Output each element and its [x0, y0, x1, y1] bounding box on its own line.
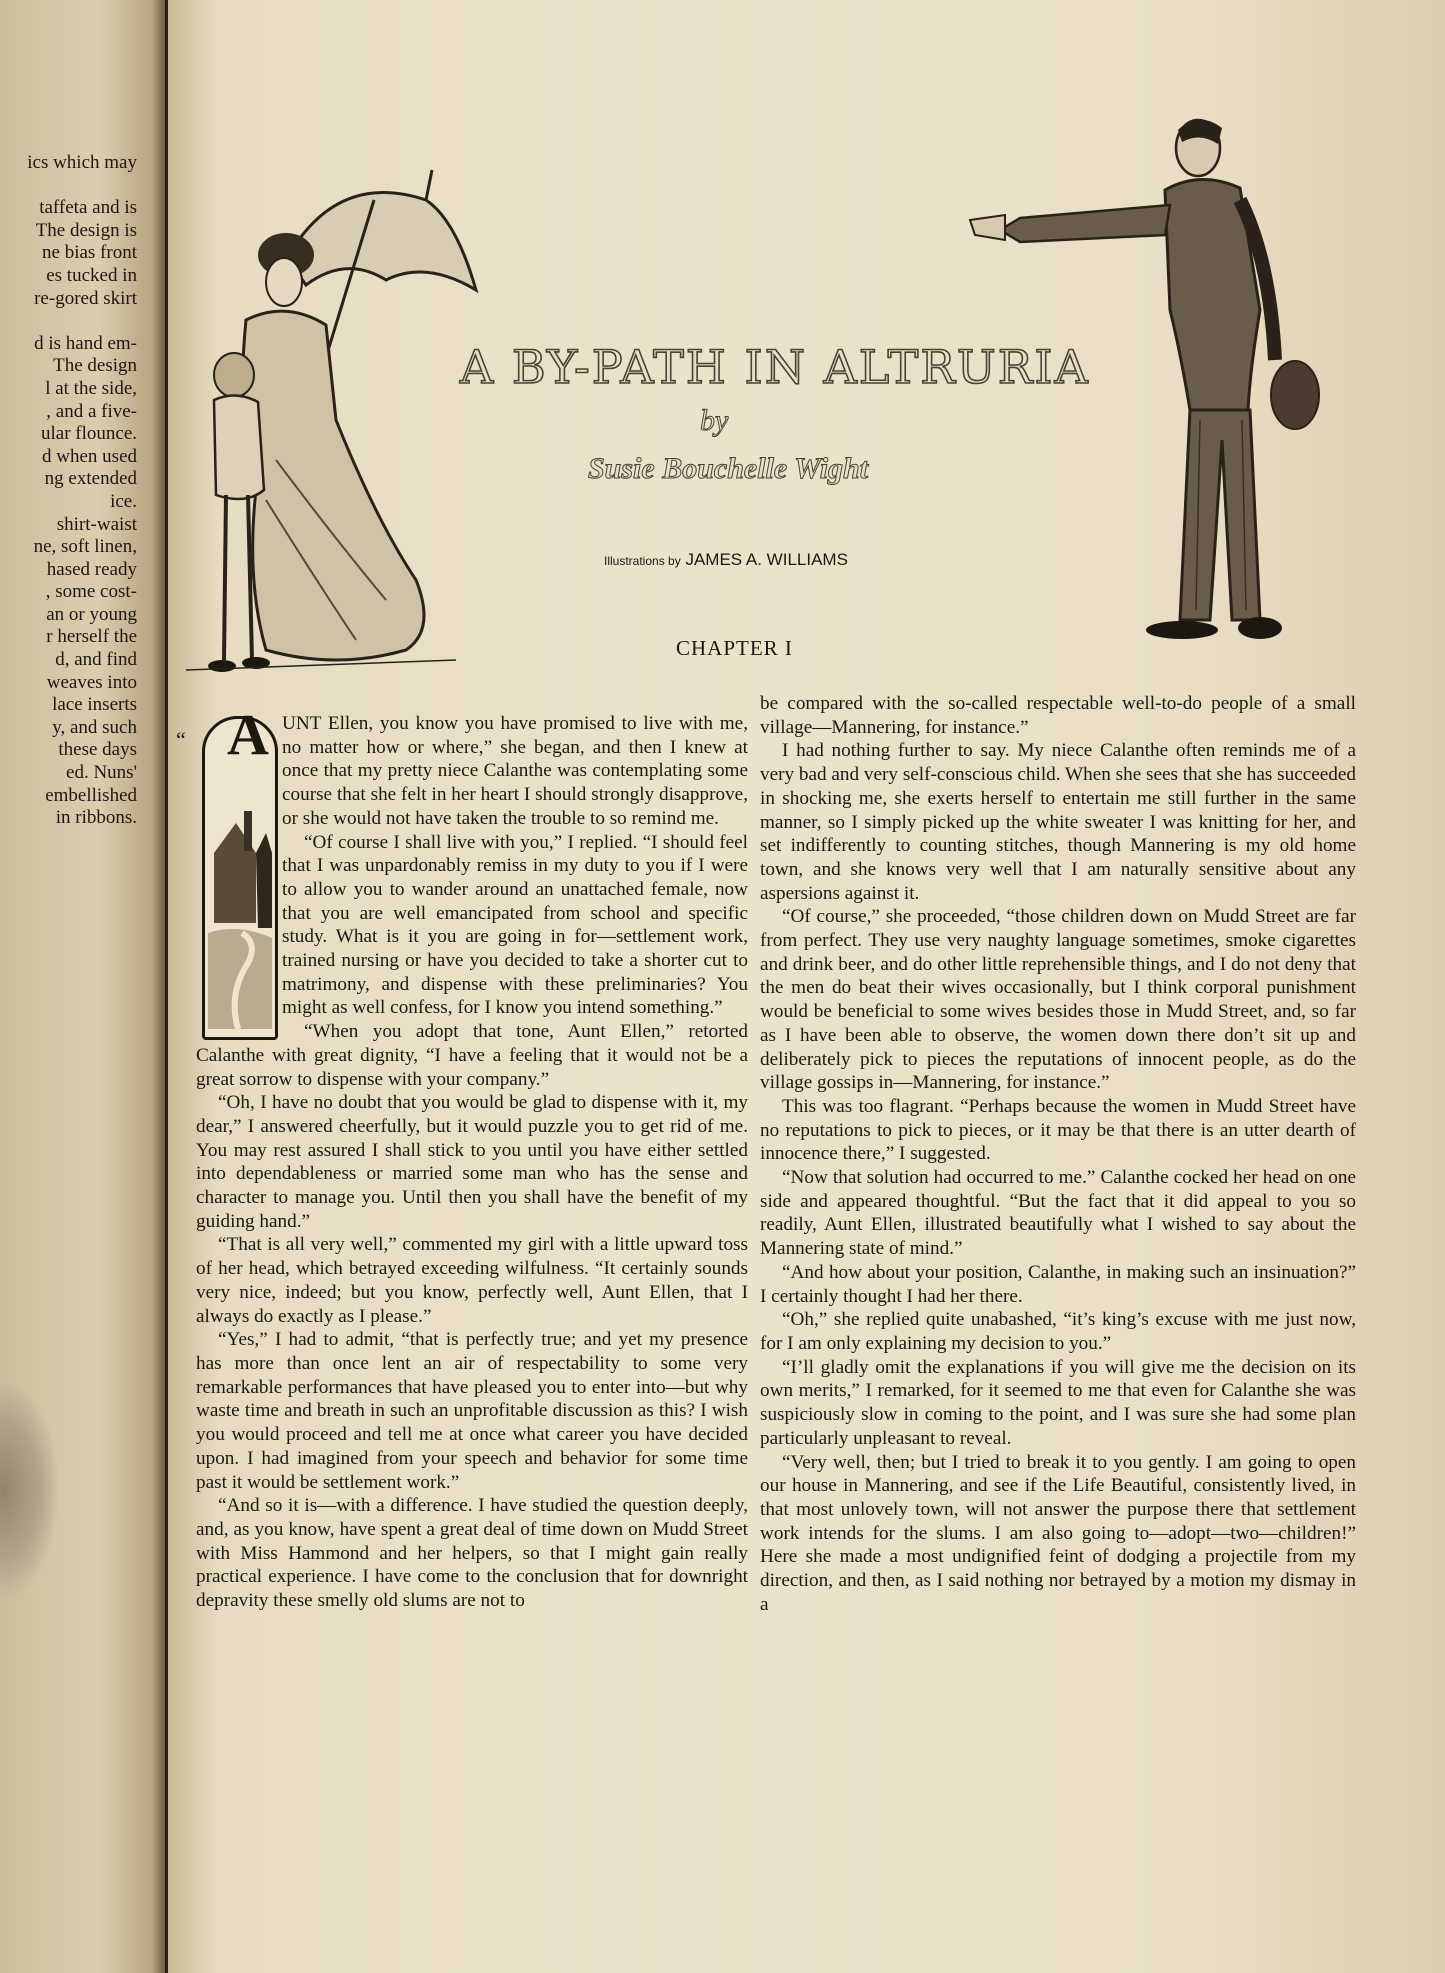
author-name: Susie Bouchelle Wight: [588, 452, 869, 485]
left-page-line: d is hand em-: [34, 332, 137, 354]
left-page-line: shirt-waist: [56, 513, 137, 535]
drop-cap-landscape: [208, 793, 272, 1029]
left-page-line: es tucked in: [46, 264, 137, 286]
article-paragraph: “Now that solution had occurred to me.” Calanthe cocked her head on one side and appeared thoughtful. “But the fact that it did appeal to you so readily, Aunt Ellen, illustrated beautifully what I wished to say about the Mannering state of mind.”: [760, 1167, 1356, 1260]
article-paragraph: “Very well, then; but I tried to break it to you gently. I am going to open our house in Mannering, and see if the Life Beautiful, consistently lived, in that most unlovely town, will not answer the purpose there that settlement work intends for the slums. I am also going to—adopt—two—children!” Here she made a most undignified feint of dodging a projectile from my direction, and then, as I said nothing nor betrayed by a motion my dismay in a: [760, 1451, 1356, 1615]
woman-with-parasol-illustration: [186, 160, 526, 685]
left-page-line: embellished: [45, 784, 137, 806]
left-page-line: , some cost-: [45, 581, 137, 603]
article-paragraph: “Of course,” she proceeded, “those children down on Mudd Street are far from perfect. They use very naughty language sometimes, smoke cigarettes and drink beer, and do other little reprehensible things, and I do not deny that the men do beat their wives occasionally, but I think corporal punishment would be beneficial to some wives besides those in Mudd Street, and, so far as I have been able to observe, the women down there don’t sit up and deliberately pick to pieces the reputations of innocent people, as do the village gossips in—Mannering, for instance.”: [760, 906, 1356, 1094]
left-page-line: l at the side,: [45, 377, 137, 399]
left-page-line: hased ready: [46, 558, 137, 580]
illustrator-name: JAMES A. WILLIAMS: [685, 550, 848, 569]
left-page-line: weaves into: [46, 671, 137, 693]
left-page-line: [0, 175, 137, 198]
article-title: A BY-PATH IN ALTRURIA: [460, 340, 1090, 394]
left-page: [0, 0, 165, 1973]
left-page-illustration-fragment: [0, 1380, 60, 1600]
left-page-line: ics which may: [27, 152, 137, 173]
left-page-line: ne, soft linen,: [33, 536, 137, 558]
left-page-line: y, and such: [52, 716, 137, 738]
article-paragraph: “Oh, I have no doubt that you would be glad to dispense with it, my dear,” I answered cheerfully, but it would puzzle you to get rid of me. You may rest assured I shall stick to you until you have either settled into dependableness or married some man who has the sense and character to manage you. Until then you shall have the benefit of my guiding hand.”: [196, 1092, 748, 1232]
byline-by: by: [700, 404, 729, 437]
left-page-line: taffeta and is: [39, 197, 137, 219]
left-page-line: ice.: [110, 490, 137, 512]
left-page-line: these days: [58, 739, 137, 761]
left-page-line: an or young: [46, 603, 137, 625]
drop-cap-ornament: [176, 702, 269, 1034]
left-page-line: d, and find: [55, 649, 137, 671]
article-paragraph: “When you adopt that tone, Aunt Ellen,” retorted Calanthe with great dignity, “I have a feeling that it would not be a great sorrow to dispense with your company.”: [196, 1021, 748, 1090]
drop-cap-letter: A: [227, 702, 269, 767]
left-page-line: [0, 310, 137, 333]
article-column-left: [176, 702, 748, 1613]
article-paragraph: “Yes,” I had to admit, “that is perfectly true; and yet my presence has more than once lent an air of respectability to some very remarkable performances that have pleased you to enter into—but why waste time and breath in such an unprofitable discussion as this? I wish you would proceed and tell me at once what career you have decided upon. I had imagined from your speech and behavior for some time past it would be settlement work.”: [196, 1329, 748, 1493]
article-paragraph: This was too flagrant. “Perhaps because the women in Mudd Street have no reputations to pick to pieces, or it may be that there is an utter dearth of innocence there,” I suggested.: [760, 1095, 1356, 1165]
article-paragraph: “Oh,” she replied quite unabashed, “it’s king’s excuse with me just now, for I am only explaining my decision to you.”: [760, 1309, 1356, 1354]
left-column-paragraphs: [196, 702, 748, 1613]
right-column-paragraphs: [760, 692, 1356, 1616]
left-page-line: ne bias front: [42, 242, 137, 264]
article-paragraph: be compared with the so-called respectable well-to-do people of a small village—Mannering, for instance.”: [760, 693, 1356, 738]
article-paragraph: I had nothing further to say. My niece Calanthe often reminds me of a very bad and very self-conscious child. When she sees that she has succeeded in shocking me, she exerts herself to entertain me still further in the same manner, so I simply picked up the white sweater I was knitting for her, and set indifferently to counting stitches, though Mannering is my old home town, and she knows very well that I am naturally sensitive about any aspersions against it.: [760, 740, 1356, 904]
left-page-line: r herself the: [46, 626, 137, 648]
left-page-line: ng extended: [44, 468, 137, 490]
left-page-line: in ribbons.: [55, 807, 137, 829]
article-paragraph: “I’ll gladly omit the explanations if you will give me the decision on its own merits,” I remarked, for it seemed to me that even for Calanthe she was suspiciously slow in coming to the point, and I was sure she had some plan particularly unpleasant to reveal.: [760, 1356, 1356, 1449]
article-paragraph: “And how about your position, Calanthe, in making such an insinuation?” I certainly thought I had her there.: [760, 1261, 1356, 1307]
opening-quote: “: [176, 727, 186, 752]
left-page-line: ed. Nuns': [66, 762, 137, 784]
article-column-right: [760, 692, 1356, 1616]
left-page-line: lace inserts: [52, 694, 137, 716]
left-page-line: d when used: [42, 445, 137, 467]
article-paragraph: “That is all very well,” commented my girl with a little upward toss of her head, which betrayed exceeding wilfulness. “It certainly sounds very nice, indeed; but you know, perfectly well, Aunt Ellen, that I always do exactly as I please.”: [196, 1234, 748, 1327]
article-paragraph: “And so it is—with a difference. I have studied the question deeply, and, as you know, have spent a great deal of time down on Mudd Street with Miss Hammond and her helpers, so that I might gain really practical experience. I have come to the conclusion that for downright depravity these smelly old slums are not to: [196, 1495, 748, 1612]
article-paragraph: UNT Ellen, you know you have promised to live with me, no matter how or where,” she began, and then I knew at once that my pretty niece Calanthe was contemplating some course that she felt in her heart I should strongly disapprove, or she would not have taken the trouble to so remind me.: [282, 713, 748, 829]
left-page-line: ular flounce.: [40, 423, 137, 445]
left-page-line: re-gored skirt: [34, 287, 137, 309]
left-page-line: The design is: [35, 219, 137, 241]
chapter-heading: CHAPTER I: [676, 636, 793, 660]
left-page-line: The design: [53, 355, 137, 377]
left-page-line: , and a five-: [46, 400, 137, 422]
left-page-text: [0, 152, 137, 830]
drop-cap-frame: [202, 702, 278, 1040]
illustration-credit-prefix: Illustrations by: [604, 554, 681, 568]
illustration-credit: [604, 550, 848, 570]
article-paragraph: “Of course I shall live with you,” I replied. “I should feel that I was unpardonably remiss in my duty to you if I were to allow you to wander around an unattached female, now that you are well emancipated from school and specific study. What is it you are going in for—settlement work, trained nursing or have you decided to take a shorter cut to matrimony, and dispense with these preliminaries? You might as well confess, for I know you intend something.”: [282, 831, 748, 1019]
